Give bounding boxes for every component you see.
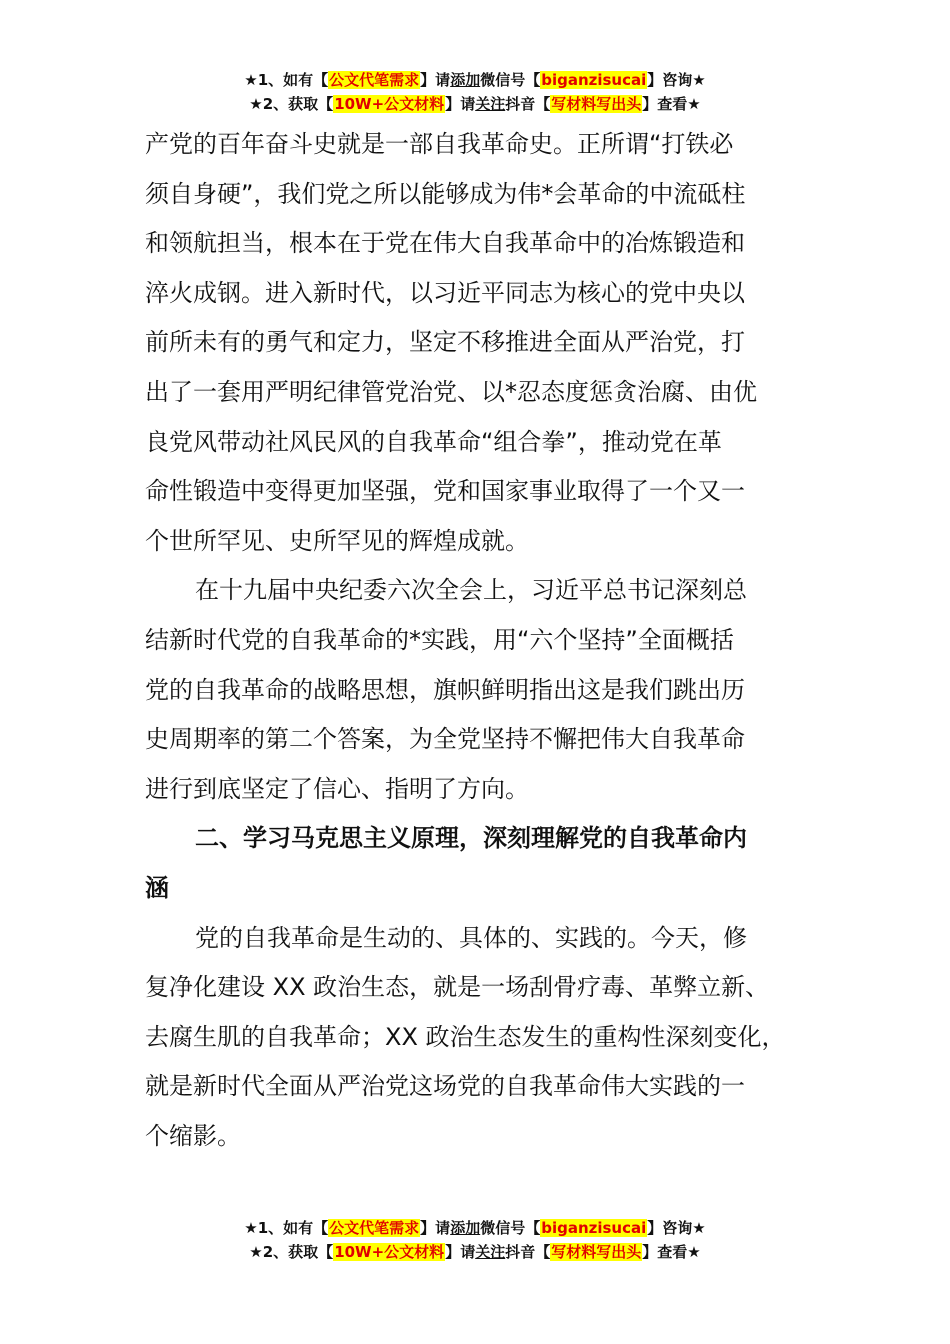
text-line: 淬火成钢。进入新时代，以习近平同志为核心的党中央以 [145,278,745,307]
header-banner [0,68,950,116]
paragraph-3 [145,914,825,1162]
banner-text: 】请 [420,1219,451,1237]
banner-text: 微信号【 [480,1219,541,1237]
highlight-wechat-id: biganzisucai [541,1219,647,1237]
banner-text: 】咨询★ [647,71,706,89]
banner-underlined: 添加 [450,71,481,89]
highlight-materials: 10W+公文材料 [334,95,445,113]
text-line: 个世所罕见、史所罕见的辉煌成就。 [145,526,529,555]
banner-text: ★2、获取【 [249,95,334,113]
highlight-service: 公文代笔需求 [329,71,420,89]
banner-line-1 [0,1216,950,1240]
highlight-service: 公文代笔需求 [329,1219,420,1237]
text-line: 党的自我革命是生动的、具体的、实践的。今天，修 [195,923,747,952]
heading-line: 涵 [145,873,169,902]
text-line: 和领航担当，根本在于党在伟大自我革命中的冶炼锻造和 [145,229,745,258]
text-line: 出了一套用严明纪律管党治党、以*忍态度惩贪治腐、由优 [145,377,757,406]
banner-underlined: 添加 [450,1219,481,1237]
banner-text: 抖音【 [505,1243,551,1261]
text-line: 产党的百年奋斗史就是一部自我革命史。正所谓“打铁必 [145,130,734,158]
paragraph-1 [145,120,825,566]
section-heading [145,814,825,913]
highlight-douyin: 写材料写出头 [551,1243,642,1261]
banner-text: 微信号【 [480,71,541,89]
banner-line-2 [0,1240,950,1264]
banner-line-2 [0,92,950,116]
banner-text: ★1、如有【 [244,1219,329,1237]
banner-text: 】请 [445,1243,476,1261]
text-line: 前所未有的勇气和定力，坚定不移推进全面从严治党，打 [145,328,745,357]
banner-underlined: 关注 [475,1243,506,1261]
highlight-materials: 10W+公文材料 [334,1243,445,1261]
text-line: 命性锻造中变得更加坚强，党和国家事业取得了一个又一 [145,477,745,506]
banner-text: 】查看★ [642,1243,701,1261]
paragraph-2 [145,566,825,814]
document-body [145,120,825,1161]
text-line: 结新时代党的自我革命的*实践，用“六个坚持”全面概括 [145,625,734,654]
text-line: 个缩影。 [145,1121,241,1150]
highlight-douyin: 写材料写出头 [551,95,642,113]
text-line: 须自身硬”，我们党之所以能够成为伟*会革命的中流砥柱 [145,179,746,208]
banner-text: 抖音【 [505,95,551,113]
heading-line: 二、学习马克思主义原理，深刻理解党的自我革命内 [195,824,747,853]
banner-text: 】请 [420,71,451,89]
text-line: 复净化建设 XX 政治生态，就是一场刮骨疗毒、革弊立新、 [145,973,770,1002]
text-line: 史周期率的第二个答案，为全党坚持不懈把伟大自我革命 [145,725,745,754]
banner-line-1 [0,68,950,92]
banner-text: ★1、如有【 [244,71,329,89]
banner-text: 】查看★ [642,95,701,113]
banner-text: ★2、获取【 [249,1243,334,1261]
text-line: 在十九届中央纪委六次全会上，习近平总书记深刻总 [195,576,747,605]
text-line: 党的自我革命的战略思想，旗帜鲜明指出这是我们跳出历 [145,675,745,704]
banner-text: 】咨询★ [647,1219,706,1237]
highlight-wechat-id: biganzisucai [541,71,647,89]
banner-underlined: 关注 [475,95,506,113]
text-line: 良党风带动社风民风的自我革命“组合拳”，推动党在革 [145,427,722,456]
text-line: 进行到底坚定了信心、指明了方向。 [145,774,529,803]
text-line: 就是新时代全面从严治党这场党的自我革命伟大实践的一 [145,1072,745,1101]
text-line: 去腐生肌的自我革命；XX 政治生态发生的重构性深刻变化， [145,1022,786,1051]
banner-text: 】请 [445,95,476,113]
footer-banner [0,1216,950,1264]
